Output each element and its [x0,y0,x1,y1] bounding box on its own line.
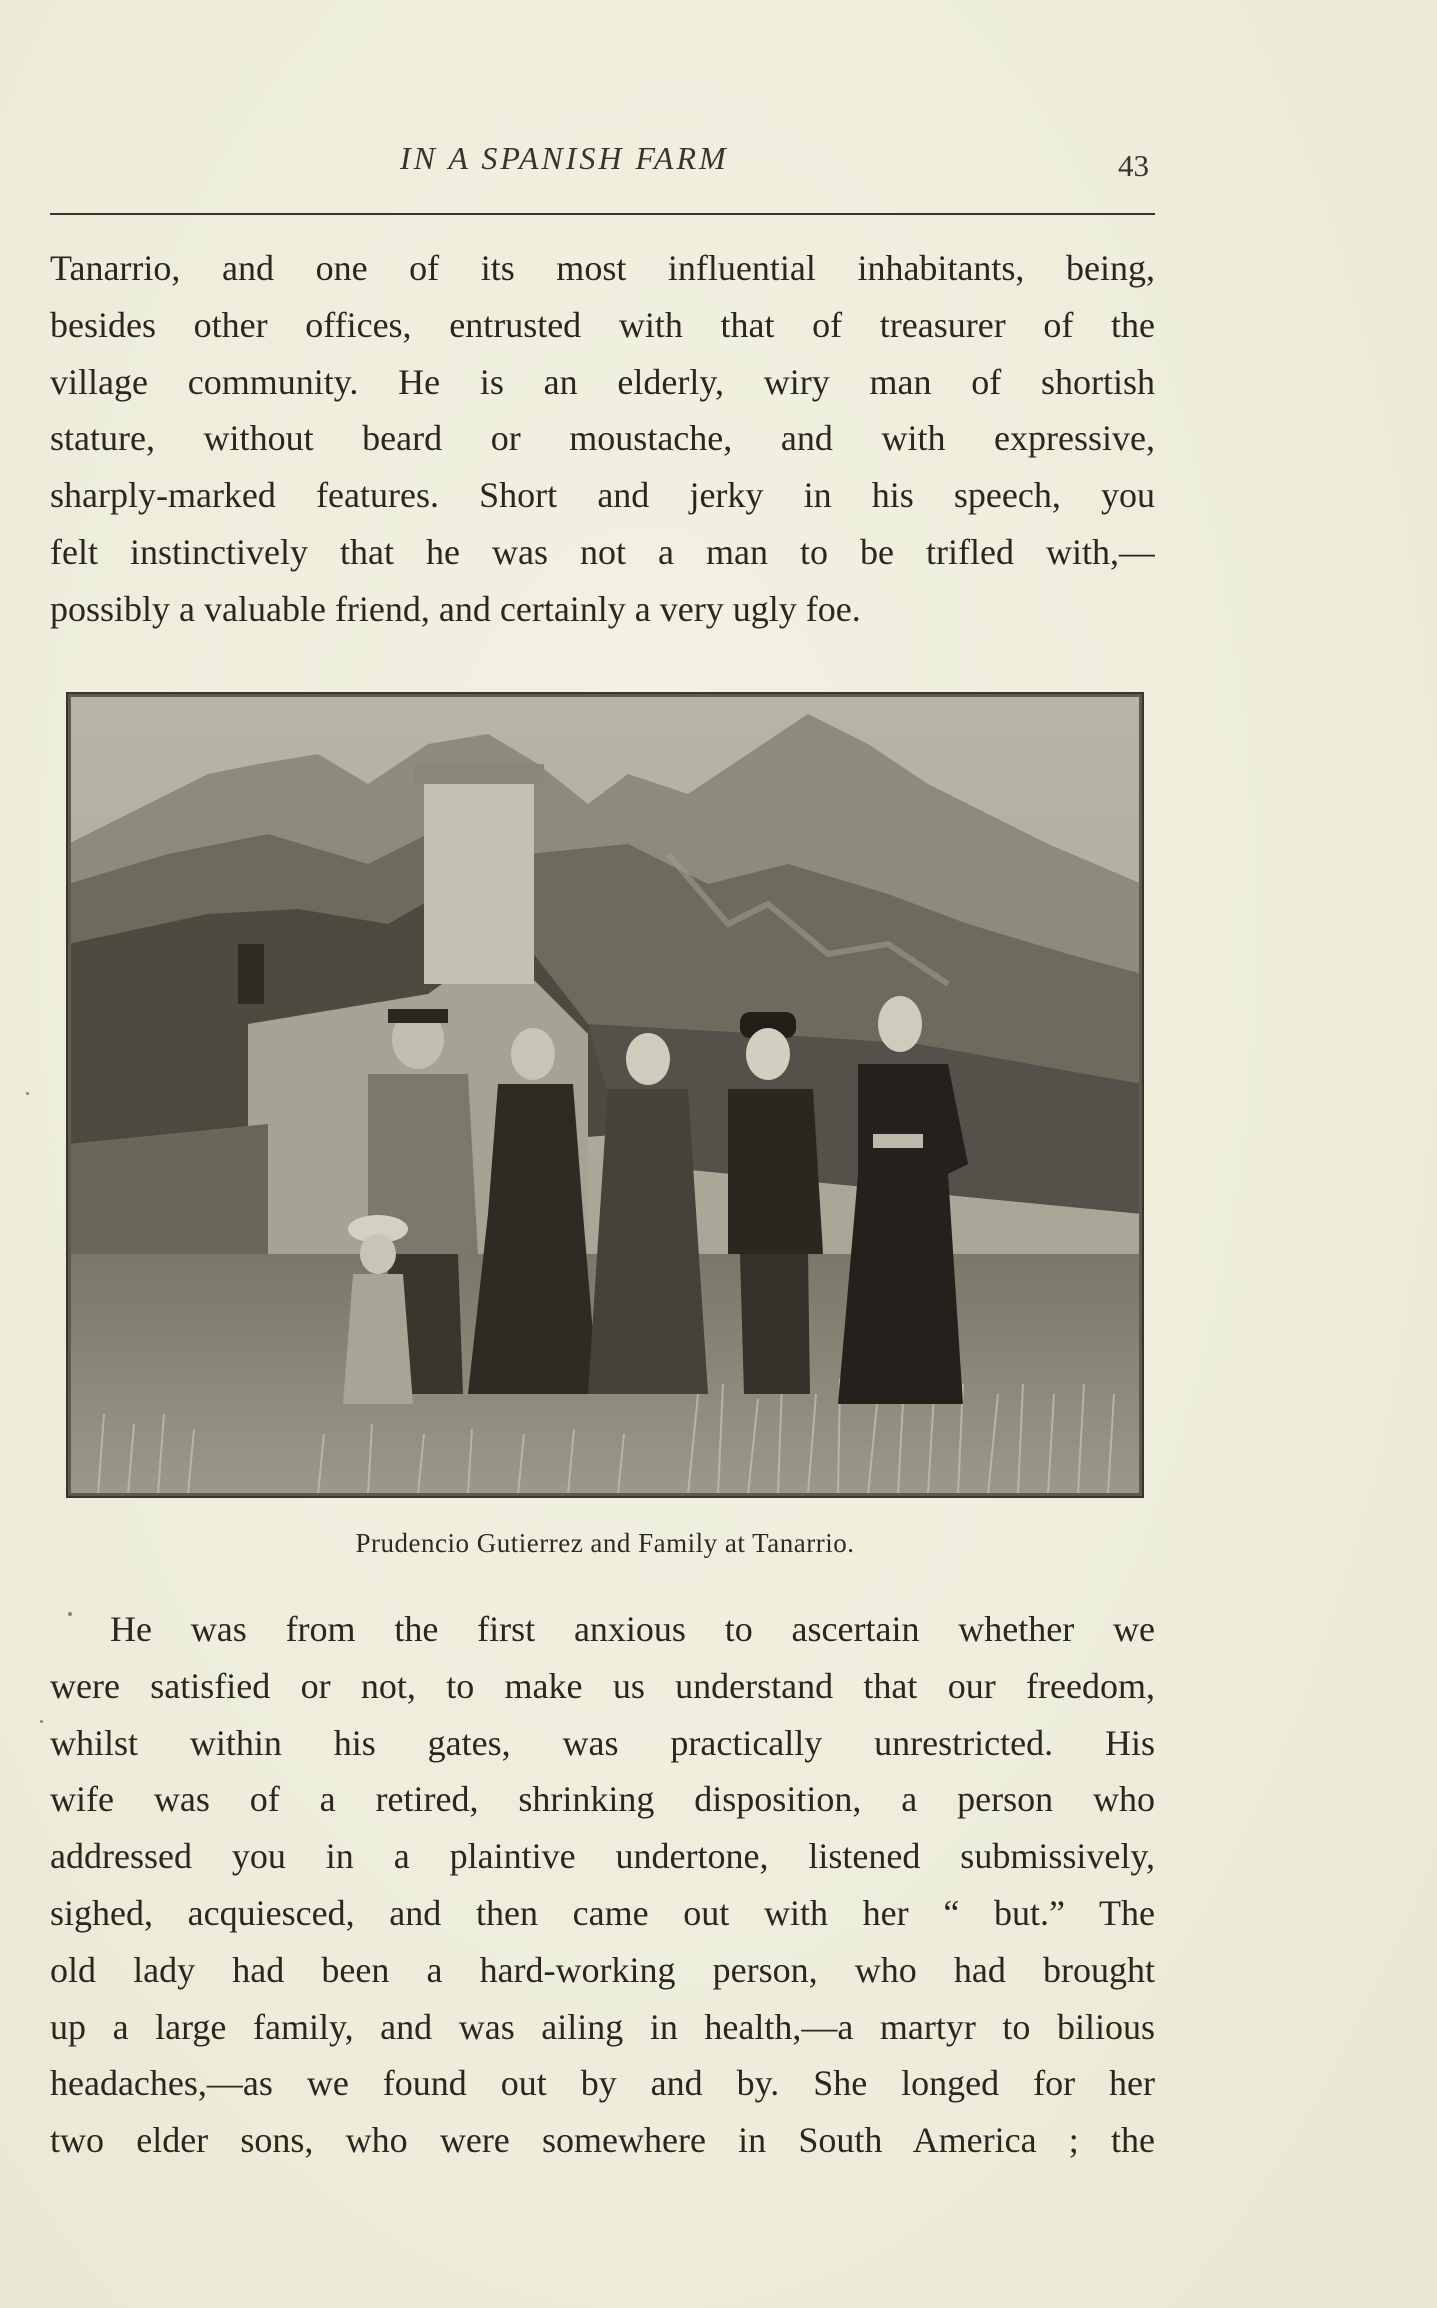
photograph-plate [66,692,1144,1498]
paragraph-bottom [50,1601,1155,2169]
page-number: 43 [1118,148,1149,183]
text-line: wife was of a retired, shrinking disposition, a person who [50,1779,1155,1820]
text-line: two elder sons, who were somewhere in South America ; the [50,2120,1155,2161]
header-rule [50,213,1155,215]
text-line: were satisfied or not, to make us understand that our freedom, [50,1665,1155,1706]
text-line: felt instinctively that he was not a man to be trifled with,— [50,531,1155,572]
text-line: village community. He is an elderly, wiry man of shortish [50,361,1155,402]
text-line: addressed you in a plaintive undertone, listened submissively, [50,1836,1155,1877]
text-line: up a large family, and was ailing in health,—a martyr to bilious [50,2006,1155,2047]
text-line: possibly a valuable friend, and certainly a very ugly foe. [50,588,861,629]
text-line: sharply-marked features. Short and jerky in his speech, you [50,475,1155,516]
text-line: headaches,—as we found out by and by. She longed for her [50,2063,1155,2104]
page-speck [68,1612,72,1616]
page-speck [26,1092,29,1095]
text-line: stature, without beard or moustache, and with expressive, [50,418,1155,459]
running-head: IN A SPANISH FARM [400,140,729,176]
text-line: old lady had been a hard-working person, who had brought [50,1949,1155,1990]
text-line: sighed, acquiesced, and then came out with her “ but.” The [50,1892,1155,1933]
family-photograph [68,694,1142,1496]
page-speck [40,1720,43,1723]
text-line: He was from the first anxious to ascertain whether we [110,1609,1155,1649]
chimney [424,774,534,984]
text-line: whilst within his gates, was practically unrestricted. His [50,1722,1155,1763]
text-line: besides other offices, entrusted with that of treasurer of the [50,304,1155,345]
figure-caption: Prudencio Gutierrez and Family at Tanarrio. [355,1528,855,1558]
paragraph-top [50,240,1155,638]
text-line: Tanarrio, and one of its most influential inhabitants, being, [50,248,1155,288]
